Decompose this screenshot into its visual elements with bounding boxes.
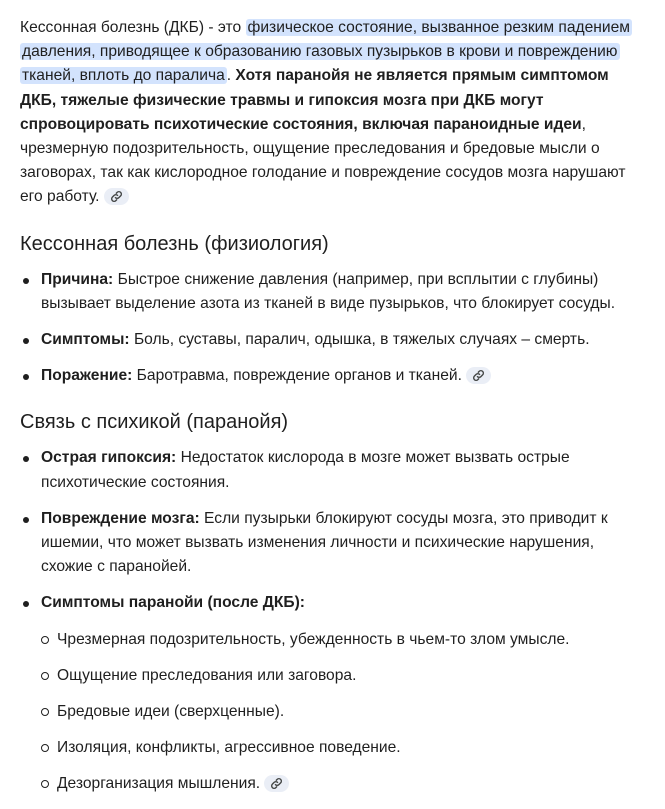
source-link-button[interactable] bbox=[264, 775, 289, 792]
sub-list-item: Ощущение преследования или заговора. bbox=[41, 664, 645, 688]
section-heading-physiology: Кессонная болезнь (физиология) bbox=[20, 232, 329, 255]
item-text: Быстрое снижение давления (например, при всплытии с глубины) вызывает выделение азота из тканей в виде пузырьков, что блокирует сосуды. bbox=[41, 270, 616, 312]
source-link-button[interactable] bbox=[104, 188, 129, 205]
section-heading-psyche: Связь с психикой (паранойя) bbox=[20, 411, 289, 434]
list-item bbox=[20, 446, 645, 494]
item-term: Острая гипоксия: bbox=[41, 449, 177, 467]
sub-list-item: Изоляция, конфликты, агрессивное поведение. bbox=[41, 736, 645, 760]
item-text: Недостаток кислорода в мозге может вызвать острые психотические состояния. bbox=[41, 449, 570, 491]
list-item bbox=[20, 364, 645, 388]
psyche-list bbox=[20, 446, 645, 796]
item-term: Причина: bbox=[41, 270, 114, 288]
sub-list-item: Бредовые идеи (сверхценные). bbox=[41, 700, 645, 724]
intro-lead: Кессонная болезнь (ДКБ) - это bbox=[20, 19, 246, 36]
item-term: Симптомы: bbox=[41, 331, 130, 349]
link-icon bbox=[270, 777, 283, 790]
item-term: Симптомы паранойи (после ДКБ): bbox=[41, 594, 306, 612]
intro-paragraph bbox=[20, 16, 645, 210]
list-item bbox=[20, 591, 645, 796]
intro-period: . bbox=[226, 67, 236, 85]
link-icon bbox=[472, 369, 485, 382]
sub-list-item bbox=[41, 772, 645, 796]
item-text: Боль, суставы, паралич, одышка, в тяжелых случаях – смерть. bbox=[129, 331, 590, 349]
intro-bold: Хотя паранойя не является прямым симптомом ДКБ, тяжелые физические травмы и гипоксия мозга при ДКБ могут спровоцировать психотические состояния, включая параноидные идеи bbox=[20, 67, 609, 133]
list-item bbox=[20, 507, 645, 580]
response-content bbox=[20, 16, 645, 809]
item-term: Повреждение мозга: bbox=[41, 509, 200, 527]
list-item bbox=[20, 328, 645, 352]
highlighted-text[interactable]: физическое состояние, вызванное резким падением давления, приводящее к образованию газовых пузырьков в крови и повреждению тканей, вплоть до паралича bbox=[22, 19, 631, 85]
sub-item-text: Дезорганизация мышления. bbox=[57, 775, 261, 793]
sub-list-item: Чрезмерная подозрительность, убежденность в чьем-то злом умысле. bbox=[41, 628, 645, 652]
link-icon bbox=[110, 190, 123, 203]
paranoia-symptoms-list bbox=[41, 628, 645, 797]
source-link-button[interactable] bbox=[466, 367, 491, 384]
intro-tail: , чрезмерную подозрительность, ощущение преследования и бредовые мысли о заговорах, так как кислородное голодание и повреждение сосудов мозга нарушают его работу. bbox=[20, 115, 626, 206]
list-item bbox=[20, 268, 645, 316]
item-text: Если пузырьки блокируют сосуды мозга, это приводит к ишемии, что может вызвать изменения личности и психические нарушения, схожие с паранойей. bbox=[41, 509, 608, 576]
item-text: Баротравма, повреждение органов и тканей. bbox=[132, 367, 462, 385]
item-term: Поражение: bbox=[41, 367, 133, 385]
physiology-list bbox=[20, 268, 645, 389]
